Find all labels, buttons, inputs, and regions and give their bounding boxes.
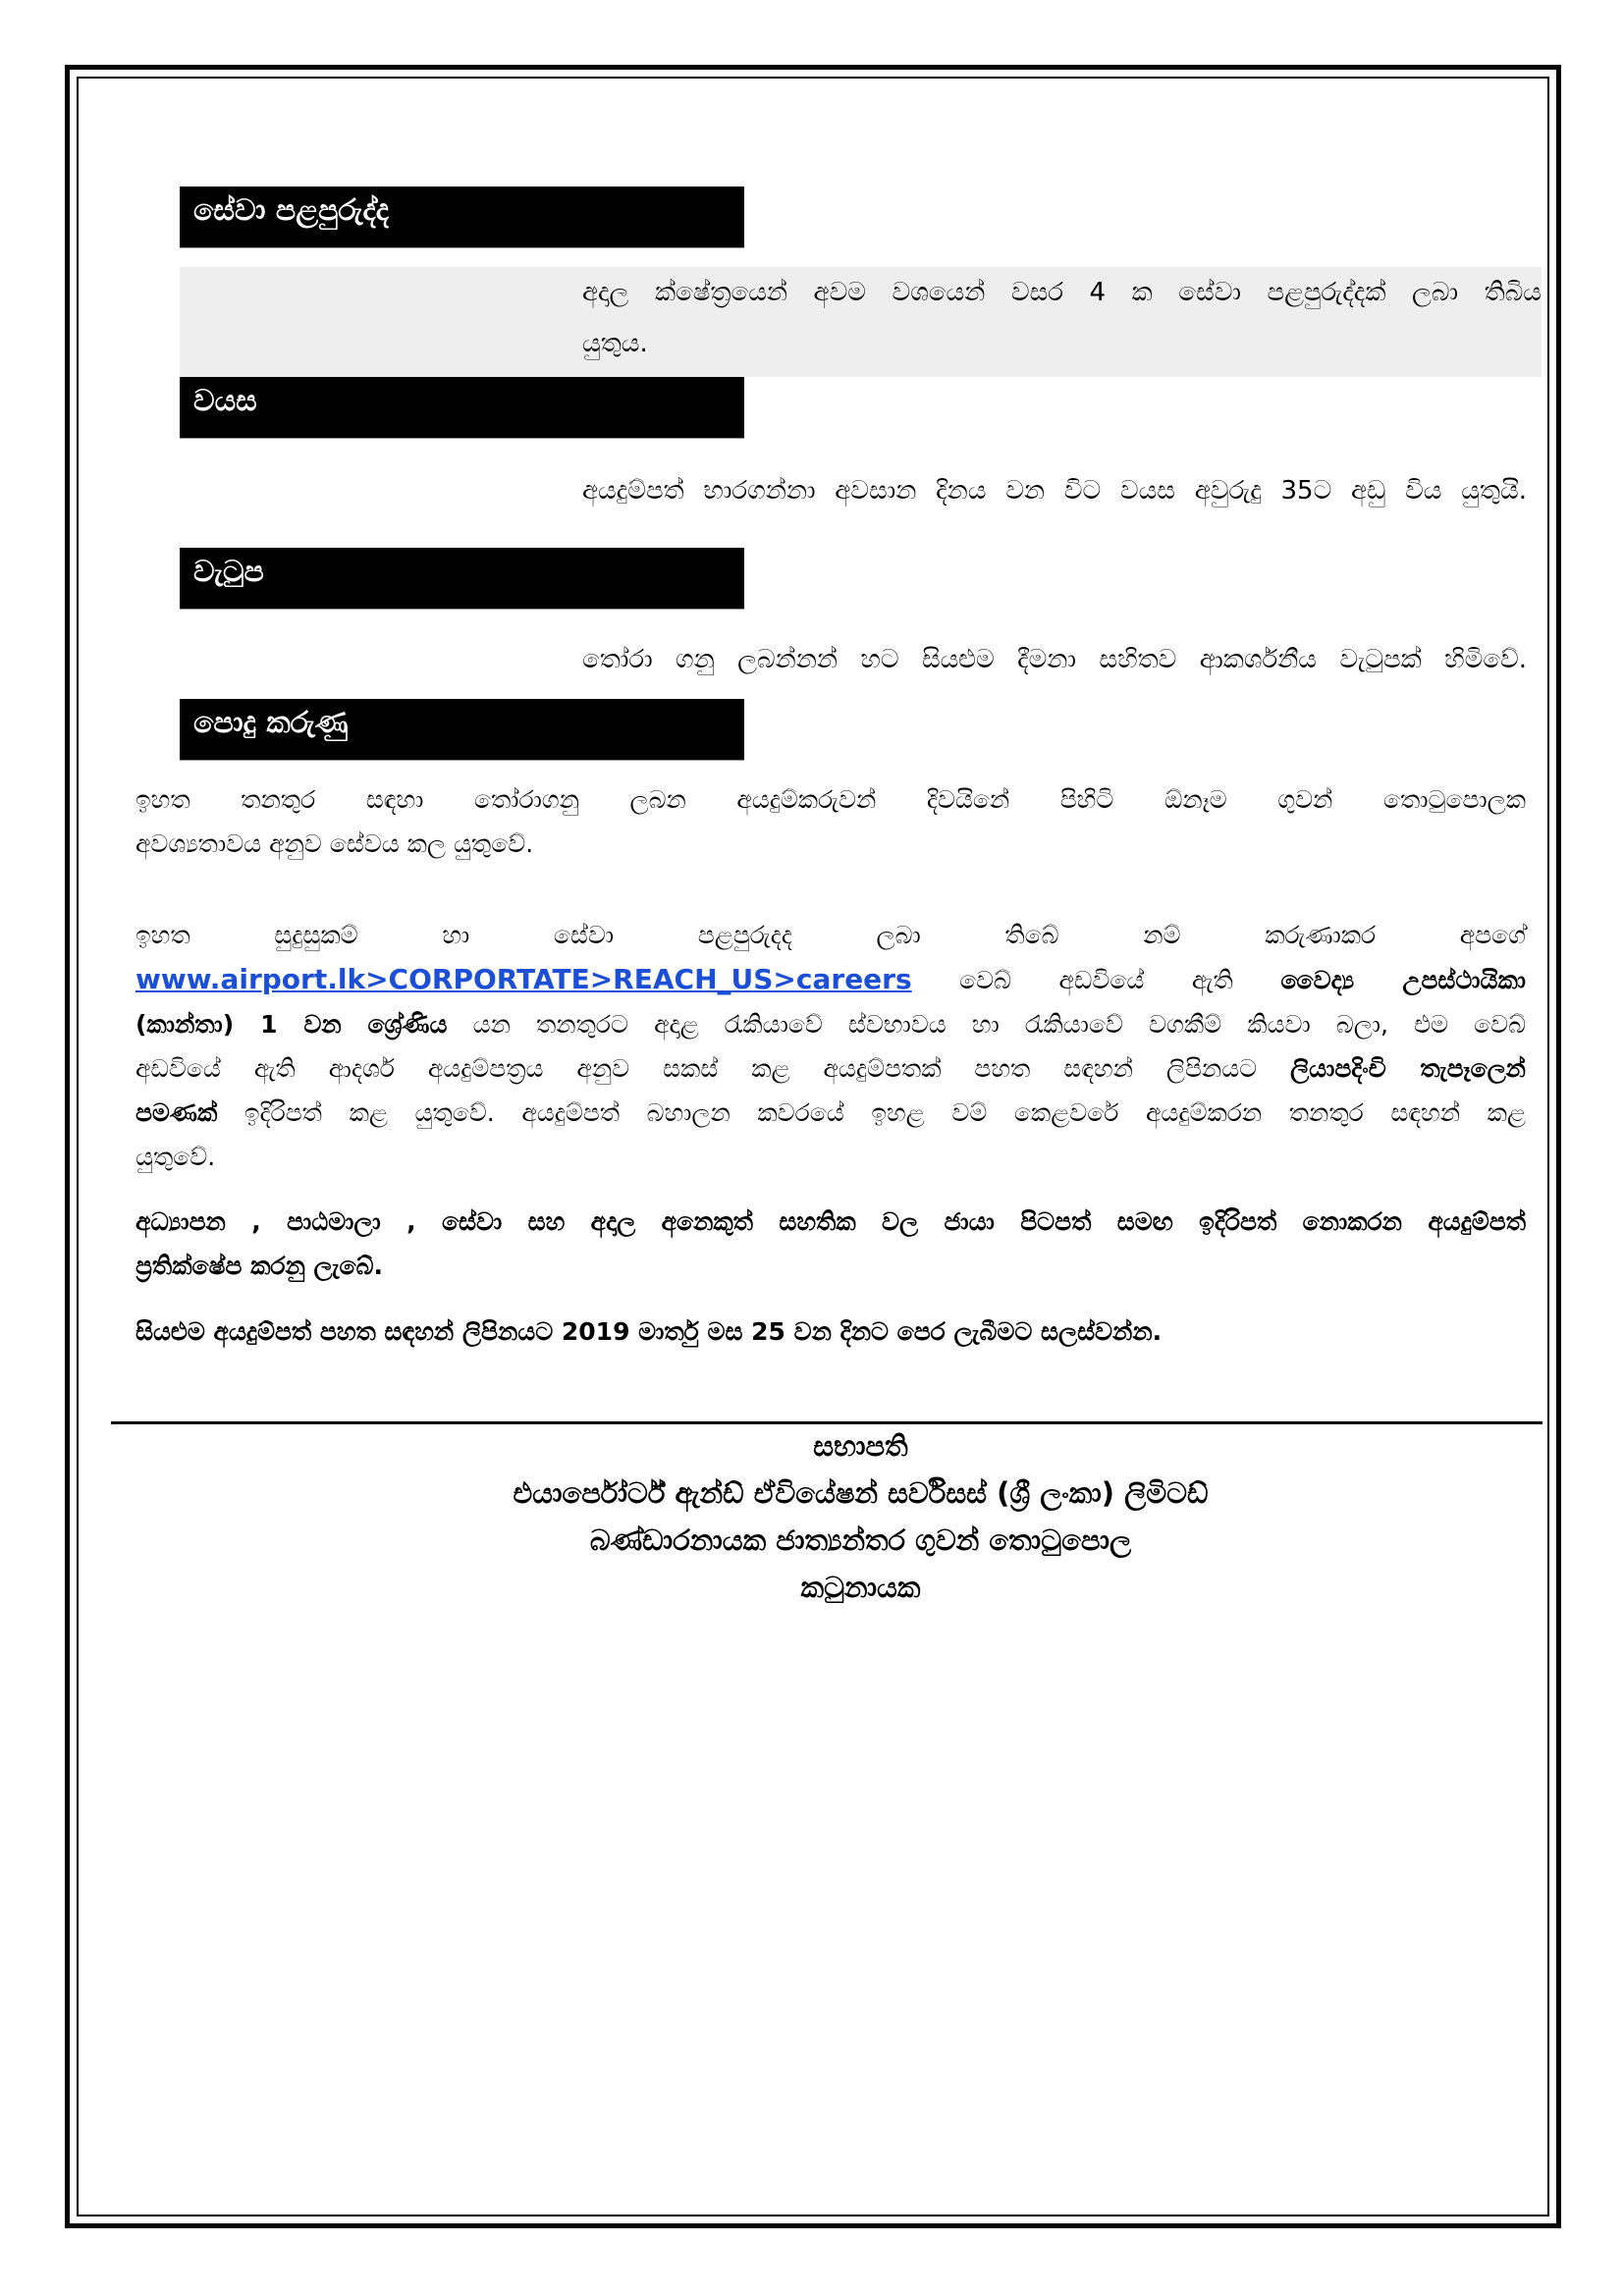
- experience-text-cont: යුතුය.: [582, 329, 648, 358]
- signature-airport: බණ්ඩාරනායක ජාත්‍යන්තර ගුවන් තොටුපොල: [589, 1523, 1132, 1557]
- section-header-underline: [180, 760, 744, 761]
- section-header-underline: [180, 609, 744, 610]
- general-line-1: ඉහත තනතුර සඳහා තෝරාගනු ලබන අයදුම්කරුවන් දිවයිනේ පිහිටි ඕනෑම ගුවන් තොටුපොලක: [135, 785, 1526, 814]
- section-header-salary: වැටුප: [180, 548, 744, 609]
- section-header-general: පොදු කරුණු: [180, 699, 744, 760]
- section-header-age: වයස: [180, 377, 744, 438]
- reject-line-2: ප්‍රතික්ෂේප කරනු ලැබේ.: [135, 1252, 383, 1280]
- salary-text: තෝරා ගනු ලබන්නන් හට සියළුම දීමනා සහිතව ආකර්ශනීය වැටුපක් හිමිවේ.: [582, 645, 1527, 674]
- careers-link[interactable]: www.airport.lk>CORPORTATE>REACH_US>careers: [135, 963, 912, 995]
- apply-role-bold: වෛද්‍ය උපස්ථායිකා: [1280, 966, 1526, 994]
- apply-line-1: ඉහත සුදුසුකම් හා සේවා පළපුරුදද ලබා තිබේ නම් කරුණාකර අපගේ: [135, 921, 1526, 949]
- signature-city: කටුනායක: [800, 1571, 921, 1604]
- deadline-text: සියළුම අයදුම්පත් පහත සඳහන් ලිපිනයට 2019 මාර්තු මස 25 වන දිනට පෙර ලැබීමට සලස්වන්න.: [135, 1317, 1163, 1346]
- reject-line-1: අධ්‍යාපන , පාඨමාලා , සේවා සහ අදාල අනෙකුත් සහතික වල ජායා පිටපත් සමඟ ඉදිරිපත් නොකරන අයදුම්පත්: [135, 1207, 1526, 1236]
- apply-line-5-text: ඉදිරිපත් කළ යුතුවේ. අයදුම්පත් බහාලන කවරයේ ඉහළ වම් කෙළවරේ අයදුම්කරන තනතුර සඳහන් කළ: [244, 1098, 1527, 1127]
- apply-line-5: [135, 1091, 1526, 1135]
- signature-divider: [111, 1421, 1543, 1424]
- reject-paragraph: [135, 1200, 1526, 1288]
- apply-paragraph: [135, 913, 1526, 1179]
- experience-text: අදාල ක්ෂේත්‍රයෙන් අවම වශයෙන් වසර 4 ක සේවා පළපුරුද්දක් ලබා තිබිය: [582, 278, 1542, 307]
- age-text: අයදුම්පත් භාරගන්නා අවසාන දිනය වන විට වයස අවුරුදු 35ට අඩු විය යුතුයි.: [582, 476, 1527, 506]
- apply-line-4-text: අඩවියේ ඇති ආදර්ශ අයදුම්පත්‍රය අනුව සකස් කළ අයදුම්පතක් පහත සඳහන් ලිපිනයට: [135, 1054, 1258, 1083]
- section-header-experience: සේවා පළපුරුද්ද: [180, 187, 744, 247]
- general-line-2: අවශ්‍යතාවය අනුව සේවය කල යුතුවේ.: [135, 829, 534, 858]
- apply-after-link: වෙබ් අඩවියේ ඇති: [959, 966, 1233, 994]
- apply-line-6: යුතුවේ.: [135, 1143, 216, 1171]
- section-header-underline: [180, 438, 744, 439]
- apply-mail-bold: ලියාපදිංචි තැපෑලෙන්: [1290, 1054, 1526, 1083]
- apply-line-3: [135, 1002, 1526, 1046]
- apply-line-3-text: යන තනතුරට අදාළ රැකියාවේ ස්වභාවය හා රැකියාවේ වගකීම් කියවා බලා, එම වෙබ්: [472, 1010, 1526, 1039]
- apply-only-bold: පමණක්: [135, 1098, 218, 1127]
- signature-title: සභාපති: [813, 1429, 908, 1463]
- apply-line-4: [135, 1046, 1526, 1091]
- general-paragraph: [135, 777, 1526, 866]
- apply-role-bold-2: (කාන්තා) 1 වන ශ්‍රේණිය: [135, 1010, 448, 1039]
- section-header-underline: [180, 247, 744, 248]
- signature-company: එයාර්පෝර්ට් ඇන්ඩ් ඒවියේෂන් සර්විසස් (ශ්‍රී ලංකා) ලිමිටඩ්: [513, 1476, 1209, 1510]
- apply-line-2: [135, 957, 1526, 1002]
